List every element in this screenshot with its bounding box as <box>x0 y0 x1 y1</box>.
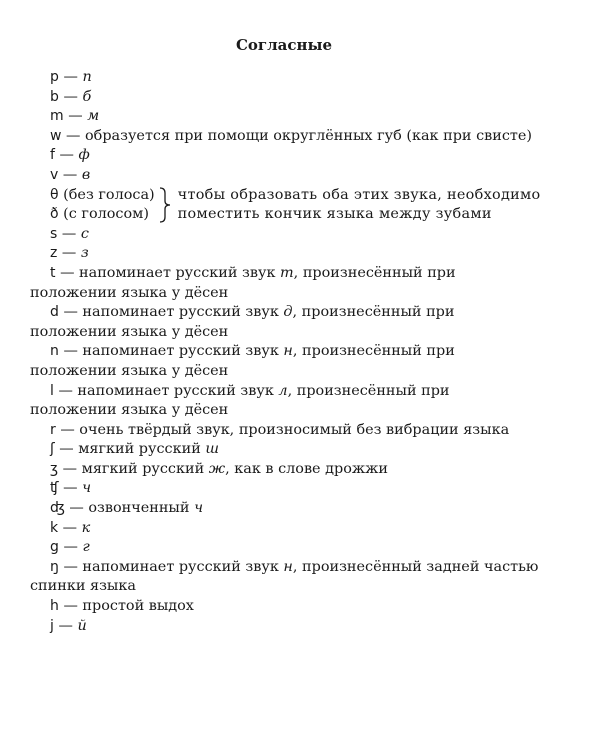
note-line: чтобы образовать оба этих звука, необходимо <box>177 186 541 203</box>
list-item-t <box>30 264 540 303</box>
dash: — <box>63 108 88 125</box>
symbol: k <box>50 519 59 536</box>
list-item-g <box>50 538 540 558</box>
symbol: m <box>50 108 64 125</box>
list-item-k <box>50 519 540 539</box>
dental-fricatives-symbols <box>50 186 155 225</box>
russian-letter: в <box>81 166 91 183</box>
dash: — <box>58 519 82 536</box>
symbol: p <box>50 69 59 85</box>
dash: — <box>58 166 82 183</box>
symbol: z <box>50 245 58 262</box>
list-item-j <box>50 617 540 637</box>
consonant-list <box>30 68 541 636</box>
dash: — <box>57 245 81 262</box>
description: — напоминает русский звук <box>55 264 281 281</box>
description: (без голоса) <box>58 186 155 203</box>
dash: — <box>54 147 79 164</box>
description: — мягкий русский <box>54 441 206 458</box>
russian-letter: й <box>77 617 87 634</box>
symbol: l <box>50 382 54 399</box>
description: — напоминает русский звук <box>58 558 284 575</box>
list-item-m <box>50 107 540 127</box>
list-item-theta <box>50 186 155 206</box>
symbol: ʃ <box>50 441 55 458</box>
description: — напоминает русский звук <box>53 382 279 399</box>
list-item-n <box>30 342 540 381</box>
russian-letter: ф <box>78 147 90 164</box>
description: (с голосом) <box>58 206 149 223</box>
description: , произнесённый при положении языка у дёсен <box>30 304 455 340</box>
russian-letter: ч <box>194 500 204 517</box>
list-item-h <box>50 597 540 617</box>
description: — напоминает русский звук <box>58 343 284 360</box>
russian-letter: к <box>81 519 91 536</box>
list-item-dzh <box>50 499 540 519</box>
russian-letter: ж <box>208 460 226 477</box>
list-item-p <box>50 68 540 88</box>
russian-letter: м <box>87 108 100 125</box>
symbol: ʤ <box>50 500 65 517</box>
russian-letter: с <box>80 225 89 242</box>
description: — мягкий русский <box>58 460 209 477</box>
list-item-ch <box>50 479 540 499</box>
page-title: Согласные <box>235 36 333 54</box>
symbol: b <box>50 88 59 105</box>
symbol: g <box>50 539 59 556</box>
description: , произнесённый задней частью спинки языка <box>30 558 539 595</box>
russian-letter: н <box>283 343 293 360</box>
dash: — <box>53 617 78 634</box>
list-item-ng <box>30 558 540 597</box>
symbol: v <box>50 166 59 183</box>
list-item-l <box>30 382 540 421</box>
symbol: d <box>50 304 59 321</box>
symbol: ʧ <box>50 480 59 497</box>
description: — напоминает русский звук <box>58 304 284 321</box>
list-item-b <box>50 88 540 108</box>
dash: — <box>58 88 83 105</box>
russian-letter: ш <box>205 441 219 458</box>
symbol: h <box>50 598 59 615</box>
symbol: j <box>50 617 54 634</box>
description: — озвонченный <box>64 500 195 517</box>
russian-letter: л <box>278 382 288 399</box>
dental-fricatives-group <box>50 186 540 225</box>
description: — очень твёрдый звук, произносимый без вибрации языка <box>55 421 510 438</box>
list-item-w <box>50 127 540 147</box>
list-item-r <box>50 421 540 441</box>
russian-letter: г <box>82 539 90 556</box>
description: — простой выдох <box>58 598 194 615</box>
list-item-z <box>50 244 540 264</box>
russian-letter: п <box>82 69 92 85</box>
list-item-sh <box>50 440 540 460</box>
list-item-v <box>50 166 540 186</box>
dash: — <box>58 480 83 497</box>
list-item-eth <box>50 205 155 225</box>
symbol: f <box>50 147 55 164</box>
symbol: n <box>50 343 59 360</box>
description: , произнесённый при положении языка у дёсен <box>30 343 455 379</box>
symbol: θ <box>50 186 59 203</box>
dash: — <box>58 539 83 556</box>
symbol: s <box>50 225 58 242</box>
russian-letter: т <box>280 264 294 281</box>
symbol: ð <box>50 206 59 223</box>
list-item-s <box>50 225 540 245</box>
note-line: поместить кончик языка между зубами <box>177 206 492 223</box>
symbol: t <box>50 264 56 281</box>
list-item-d <box>30 303 540 342</box>
symbol: ŋ <box>50 558 59 575</box>
symbol: w <box>50 127 62 144</box>
symbol: r <box>50 421 56 438</box>
dash: — <box>58 69 83 85</box>
description: , как в слове дрожжи <box>225 460 388 477</box>
russian-letter: з <box>80 245 89 262</box>
dental-fricatives-note <box>178 186 541 225</box>
description: , произнесённый при положении языка у дёсен <box>30 382 450 419</box>
description: , произнесённый при положении языка у дёсен <box>30 264 456 301</box>
russian-letter: д <box>283 304 293 321</box>
list-item-f <box>50 146 540 166</box>
list-item-zh <box>50 460 540 480</box>
description: — образуется при помощи округлённых губ (как при свисте) <box>61 127 532 144</box>
russian-letter: б <box>82 88 92 105</box>
russian-letter: ч <box>82 480 92 497</box>
dash: — <box>57 225 81 242</box>
symbol: ʒ <box>50 460 59 477</box>
curly-brace-icon <box>158 187 172 223</box>
russian-letter: н <box>283 558 293 575</box>
